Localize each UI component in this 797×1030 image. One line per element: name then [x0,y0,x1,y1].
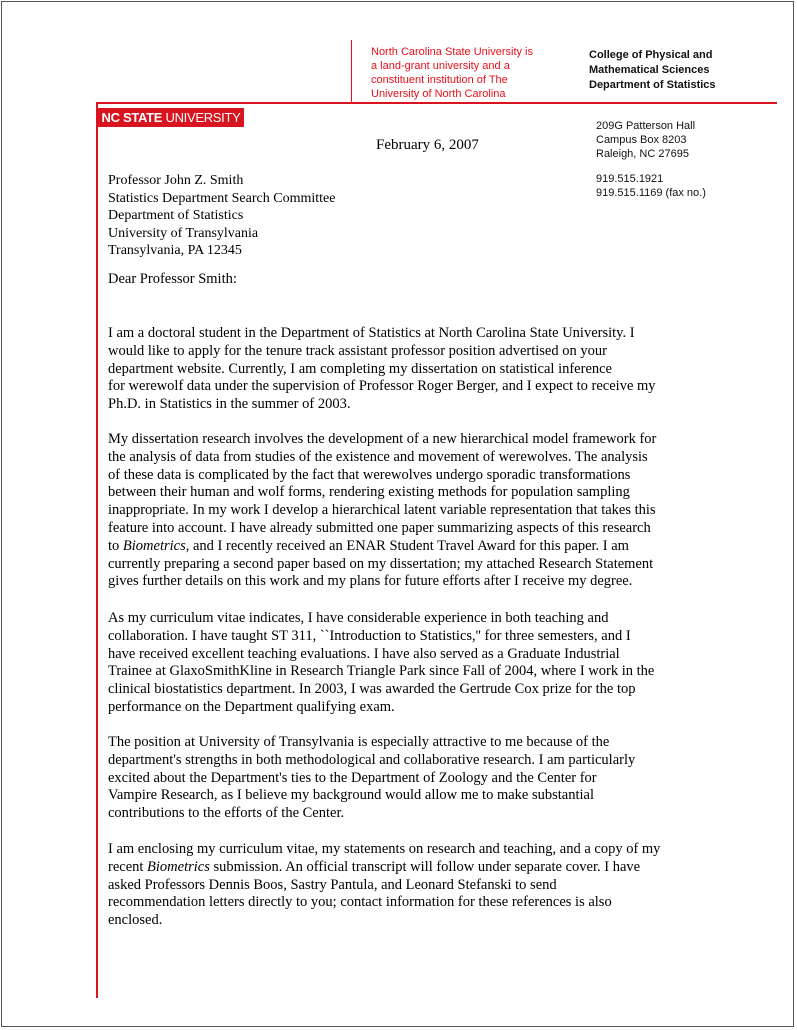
recipient-line: Department of Statistics [108,208,244,223]
body-line: of these data is complicated by the fact that werewolves undergo sporadic transformations [108,466,631,483]
university-note [371,45,571,101]
body-line [108,859,660,877]
body-line: I am a doctoral student in the Department of Statistics at North Carolina State University. I [108,325,635,341]
paragraph-experience [108,610,654,717]
phone-line: 919.515.1169 (fax no.) [596,187,706,199]
body-line: feature into account. I have already submitted one paper summarizing aspects of this research [108,519,651,536]
body-line: inappropriate. In my work I develop a hierarchical latent variable representation that takes this [108,502,656,519]
recipient-address [108,172,335,260]
body-text: submission. An official transcript will follow under separate cover. I have [209,858,641,875]
college-block [589,48,716,93]
college-line: Department of Statistics [589,79,716,91]
paragraph-research [108,431,656,591]
body-line: department website. Currently, I am completing my dissertation on statistical inference [108,360,612,377]
university-note-line: University of North Carolina [371,88,506,100]
logo-bold-text: NC STATE [101,110,163,125]
university-note-line: a land-grant university and a [371,60,510,72]
letter-date: February 6, 2007 [376,137,479,153]
header-divider [351,40,352,102]
body-line: contributions to the efforts of the Center. [108,805,345,822]
body-line: the analysis of data from studies of the existence and movement of werewolves. The analysis [108,448,648,465]
body-line: collaboration. I have taught ST 311, ``Introduction to Statistics,'' for three semesters, and I [108,627,631,644]
address-line: Raleigh, NC 27695 [596,148,689,160]
body-line: enclosed. [108,912,163,929]
recipient-line: University of Transylvania [108,225,259,241]
body-line: would like to apply for the tenure track assistant professor position advertised on your [108,342,607,359]
logo-rest-text: UNIVERSITY [162,110,241,125]
body-line [108,538,656,556]
body-line: I am enclosing my curriculum vitae, my statements on research and teaching, and a copy of my [108,841,661,857]
paragraph-intro [108,325,656,414]
recipient-line: Professor John Z. Smith [108,173,244,188]
college-line: College of Physical and [589,49,713,61]
margin-rule [96,102,98,998]
recipient-line: Statistics Department Search Committee [108,190,336,206]
body-line: clinical biostatistics department. In 2003, I was awarded the Gertrude Cox prize for the top [108,681,636,698]
journal-title: Biometrics [122,537,186,554]
college-line: Mathematical Sciences [589,64,710,76]
body-line: have received excellent teaching evaluations. I have also served as a Graduate Industrial [108,645,620,662]
journal-title: Biometrics [147,858,210,875]
body-line: recommendation letters directly to you; contact information for these references is also [108,894,612,911]
paragraph-position [108,734,635,823]
body-line: Vampire Research, as I believe my background would allow me to make substantial [108,787,595,804]
recipient-line: Transylvania, PA 12345 [108,243,242,258]
body-line: Trainee at GlaxoSmithKline in Research Triangle Park since Fall of 2004, where I work in the [108,663,655,680]
body-line: between their human and wolf forms, rendering existing methods for population sampling [108,484,630,501]
body-line: As my curriculum vitae indicates, I have considerable experience in both teaching and [108,610,609,626]
body-line: gives further details on this work and my plans for future efforts after I receive my degree. [108,573,633,590]
nc-state-logo [98,108,244,127]
phone-line: 919.515.1921 [596,173,664,185]
body-line: Ph.D. in Statistics in the summer of 2003. [108,396,351,413]
body-line: My dissertation research involves the development of a new hierarchical model framework for [108,431,657,447]
address-line: Campus Box 8203 [596,134,687,146]
body-line: department's strengths in both methodological and collaborative research. I am particularly [108,751,636,768]
body-text: recent [108,858,148,875]
body-text: to [108,537,123,554]
university-note-line: constituent institution of The [371,74,508,86]
body-line: asked Professors Dennis Boos, Sastry Pantula, and Leonard Stefanski to send [108,876,557,893]
address-block [596,119,695,161]
phone-block [596,172,706,200]
body-line: for werewolf data under the supervision of Professor Roger Berger, and I expect to receive my [108,378,656,395]
salutation: Dear Professor Smith: [108,271,237,287]
body-line: The position at University of Transylvania is especially attractive to me because of the [108,734,610,750]
paragraph-enclosures [108,841,660,930]
letterhead-rule [96,102,777,104]
university-note-line: North Carolina State University is [371,46,534,58]
body-line: excited about the Department's ties to the Department of Zoology and the Center for [108,769,597,786]
body-text: , and I recently received an ENAR Student Travel Award for this paper. I am [185,537,629,554]
body-line: currently preparing a second paper based on my dissertation; my attached Research Statement [108,555,654,572]
body-line: performance on the Department qualifying exam. [108,698,395,715]
address-line: 209G Patterson Hall [596,120,696,132]
